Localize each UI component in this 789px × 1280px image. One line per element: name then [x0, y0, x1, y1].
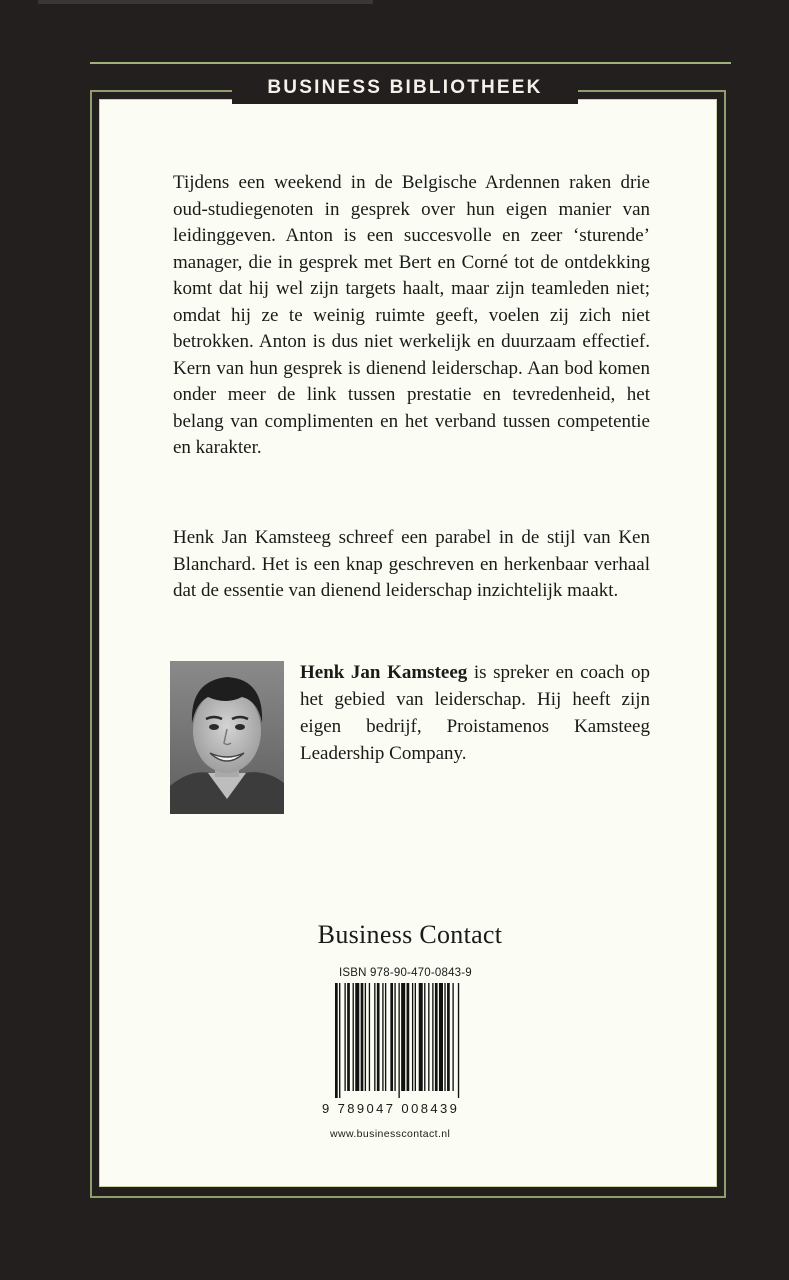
barcode-bar: [353, 983, 354, 1091]
barcode-bar: [444, 983, 445, 1091]
author-portrait-image: [170, 661, 284, 814]
barcode-bar: [439, 983, 443, 1091]
barcode-bar: [401, 983, 405, 1091]
barcode-bar: [339, 983, 340, 1098]
barcode-bar: [419, 983, 423, 1091]
barcode-bar: [424, 983, 425, 1091]
barcode-bar: [355, 983, 359, 1091]
barcode-bar: [382, 983, 383, 1091]
author-bio-text: is spreker en coach op het gebied van leiderschap. Hij heeft zijn eigen bedrijf, Proistamenos Kamsteeg Leadership Company.: [300, 662, 651, 764]
barcode-bar: [374, 983, 375, 1091]
barcode-bar: [347, 983, 350, 1091]
barcode-bar: [435, 983, 438, 1091]
barcode-digits: 9 789047 008439: [322, 1101, 460, 1116]
barcode-bar: [344, 983, 345, 1091]
author-bio: [300, 659, 650, 767]
isbn-text: ISBN 978-90-470-0843-9: [339, 967, 472, 979]
series-label: BUSINESS BIBLIOTHEEK: [232, 72, 578, 104]
barcode-bar: [415, 983, 416, 1091]
barcode: [335, 983, 493, 1098]
barcode-bar: [335, 983, 338, 1098]
barcode-bar: [412, 983, 413, 1091]
blurb-paragraph: Tijdens een weekend in de Belgische Ardennen raken drie oud-studiegenoten in gesprek over hun eigen manier van leidinggeven. Anton is een succesvolle en zeer ‘sturende’ manager, die in gesprek met Bert en Corné tot de ontdekking komt dat hij wel zijn targets haalt, maar zijn teamleden niet; omdat hij ze te weinig ruimte geeft, voelen zij zich niet betrokken. Anton is dus niet werkelijk en duurzaam effectief. Kern van hun gesprek is dienend leiderschap. Aan bod komen onder meer de link tussen prestatie en tevredenheid, het belang van complimenten en het verband tussen competentie en karakter.: [173, 172, 650, 458]
barcode-bar: [394, 983, 395, 1091]
website-url: www.businesscontact.nl: [330, 1128, 451, 1140]
author-name: Henk Jan Kamsteeg: [300, 662, 468, 683]
author-photo: [170, 661, 284, 814]
top-edge-strip: [38, 0, 373, 4]
barcode-bar: [361, 983, 364, 1091]
barcode-bar: [398, 983, 399, 1098]
barcode-bar: [428, 983, 429, 1091]
barcode-bar: [390, 983, 393, 1091]
barcode-bar: [452, 983, 453, 1091]
barcode-bar: [377, 983, 380, 1091]
barcode-bar: [458, 983, 459, 1098]
top-rule: [90, 62, 731, 64]
review-paragraph: Henk Jan Kamsteeg schreef een parabel in de stijl van Ken Blanchard. Het is een knap geschreven en herkenbaar verhaal dat de essentie van dienend leiderschap inzichtelijk maakt.: [173, 527, 650, 601]
barcode-bar: [432, 983, 433, 1091]
barcode-bar: [369, 983, 370, 1091]
barcode-bar: [407, 983, 410, 1091]
barcode-bar: [447, 983, 450, 1091]
publisher-name: Business Contact: [317, 920, 503, 949]
barcode-bar: [365, 983, 366, 1091]
barcode-bar: [385, 983, 386, 1091]
